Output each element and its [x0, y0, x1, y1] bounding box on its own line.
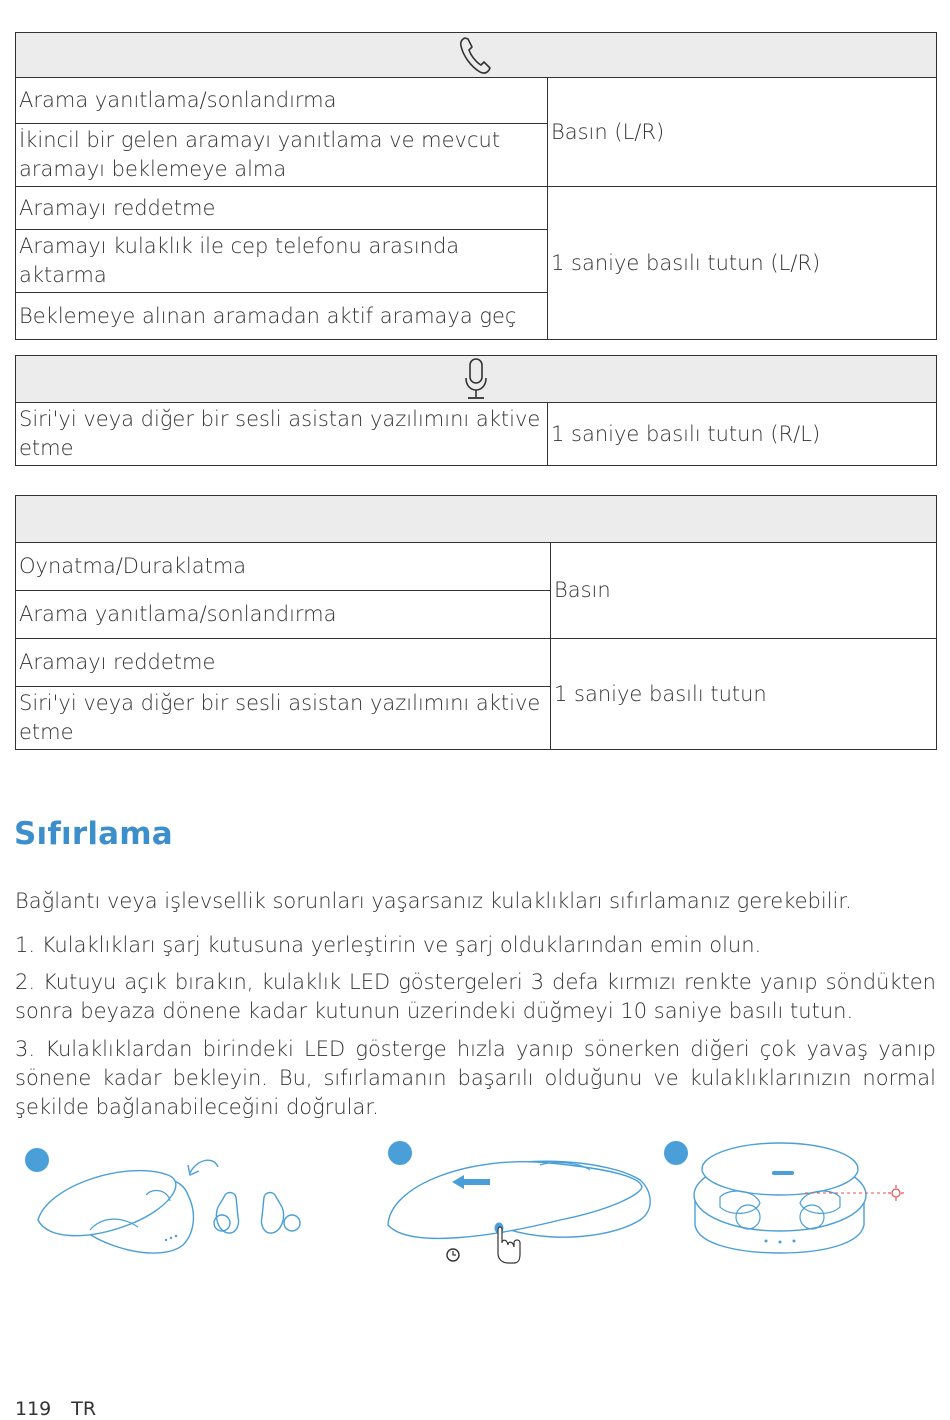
call-header	[16, 33, 937, 78]
reset-step-3: 3. Kulaklıklardan birindeki LED gösterge hızla yanıp sönerken diğeri çok yavaş yanıp sönene kadar bekleyin. Bu, sıfırlamanın başarılı olduğunu ve kulaklıklarınızın normal şekilde bağlanabileceğini doğrular.	[15, 1037, 936, 1119]
case-controls-table	[15, 495, 937, 750]
table-row-action: 1 saniye basılı tutun (L/R)	[548, 187, 937, 340]
table-row-label: Beklemeye alınan aramadan aktif aramaya geç	[16, 293, 548, 340]
table-row-label: Aramayı reddetme	[16, 187, 548, 230]
reset-step-1: 1. Kulaklıkları şarj kutusuna yerleştirin ve şarj olduklarından emin olun.	[15, 933, 762, 957]
table-row-action: Basın (L/R)	[548, 78, 937, 187]
reset-intro: Bağlantı veya işlevsellik sorunları yaşarsanız kulaklıkları sıfırlamanız gerekebilir.	[15, 889, 852, 913]
table-row-label: Oynatma/Duraklatma	[16, 543, 551, 591]
table-row-action: Basın	[551, 543, 937, 639]
table-row-label: Aramayı kulaklık ile cep telefonu arasında aktarma	[16, 230, 548, 293]
page-number: 119	[15, 1398, 52, 1420]
section-title: Sıfırlama	[14, 816, 173, 852]
table-row-action: 1 saniye basılı tutun	[551, 639, 937, 750]
reset-step-2: 2. Kutuyu açık bırakın, kulaklık LED göstergeleri 3 defa kırmızı renkte yanıp söndükten sonra beyaza dönene kadar kutunun üzerindeki düğmeyi 10 saniye basılı tutun.	[15, 970, 936, 1023]
table-row-label: Arama yanıtlama/sonlandırma	[16, 591, 551, 639]
table-row-label: İkincil bir gelen aramayı yanıtlama ve mevcut aramayı beklemeye alma	[16, 124, 548, 187]
language-code: TR	[71, 1398, 97, 1420]
phone-icon	[458, 33, 494, 77]
table-row-action: 1 saniye basılı tutun (R/L)	[548, 403, 937, 466]
case-led-illustration	[660, 1135, 910, 1270]
microphone-icon	[461, 356, 491, 402]
table-row-label: Aramayı reddetme	[16, 639, 551, 687]
press-case-button-illustration	[380, 1135, 660, 1270]
table-row-label: Siri'yi veya diğer bir sesli asistan yazılımını aktive etme	[16, 403, 548, 466]
voice-header	[16, 356, 937, 403]
call-controls-table	[15, 32, 937, 340]
case-header	[16, 496, 937, 543]
case-open-earbuds-illustration	[18, 1135, 318, 1270]
table-row-label: Arama yanıtlama/sonlandırma	[16, 78, 548, 124]
page-footer	[15, 1398, 116, 1420]
table-row-label: Siri'yi veya diğer bir sesli asistan yazılımını aktive etme	[16, 687, 551, 750]
voice-controls-table	[15, 355, 937, 466]
